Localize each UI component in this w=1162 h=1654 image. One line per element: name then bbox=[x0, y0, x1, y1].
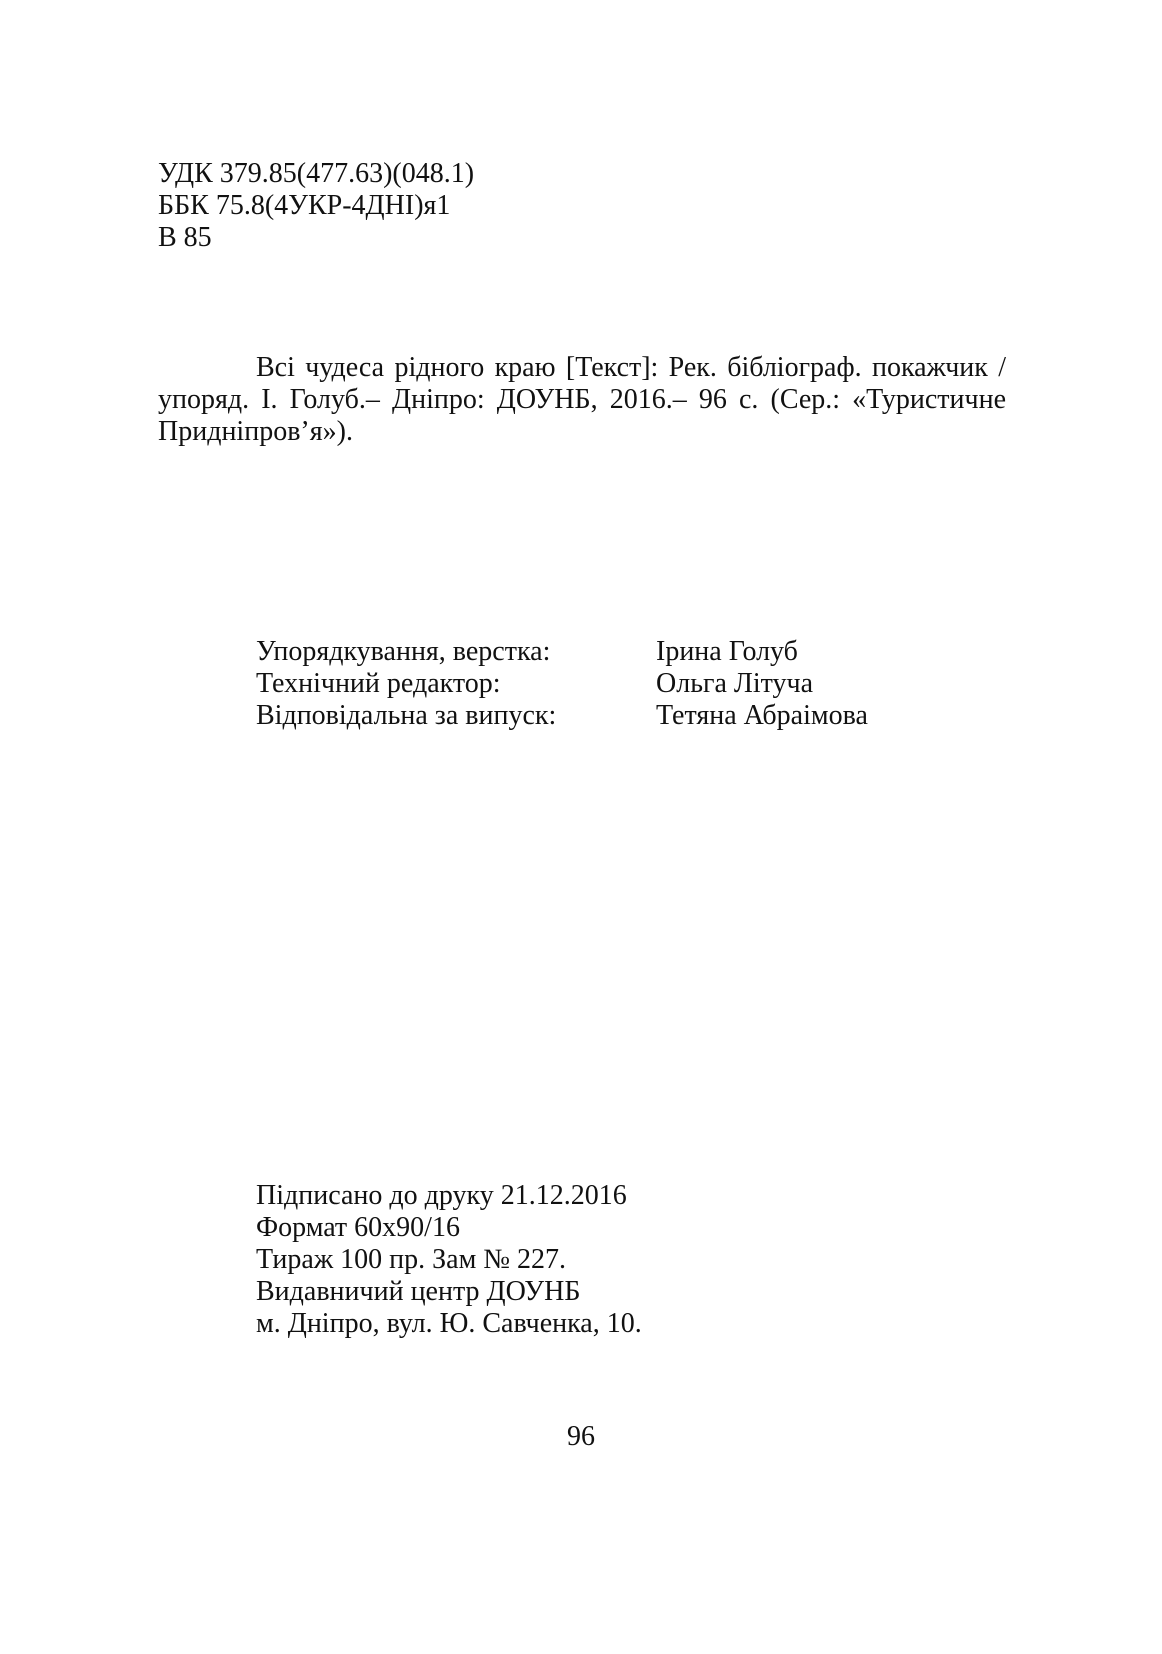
imprint-block bbox=[256, 1180, 642, 1340]
bibliographic-citation bbox=[158, 352, 1006, 448]
credit-name: Ірина Голуб bbox=[656, 636, 798, 667]
signed-to-print: Підписано до друку 21.12.2016 bbox=[256, 1180, 627, 1211]
credit-row bbox=[256, 636, 868, 668]
udc-code: УДК 379.85(477.63)(048.1) bbox=[158, 158, 475, 189]
page-number: 96 bbox=[567, 1421, 595, 1452]
credits-list bbox=[256, 636, 868, 732]
credit-row bbox=[256, 668, 868, 700]
publisher-address: м. Дніпро, вул. Ю. Савченка, 10. bbox=[256, 1308, 642, 1339]
credit-role: Упорядкування, верстка: bbox=[256, 636, 551, 667]
print-run: Тираж 100 пр. Зам № 227. bbox=[256, 1244, 567, 1275]
classification-codes bbox=[158, 158, 474, 254]
credit-role: Відповідальна за випуск: bbox=[256, 700, 557, 731]
citation-text: Всі чудеса рідного краю [Текст]: Рек. бібліограф. покажчик / упоряд. І. Голуб.– Дніпро: ДОУНБ, 2016.– 96 с. (Сер.: «Туристичне Придніпров’я»). bbox=[158, 352, 1006, 447]
paper-format: Формат 60х90/16 bbox=[256, 1212, 460, 1243]
credit-name: Тетяна Абраімова bbox=[656, 700, 868, 731]
credit-row bbox=[256, 700, 868, 732]
author-mark: В 85 bbox=[158, 222, 212, 253]
credit-role: Технічний редактор: bbox=[256, 668, 501, 699]
lbc-code: ББК 75.8(4УКР-4ДНІ)я1 bbox=[158, 190, 451, 221]
credit-name: Ольга Літуча bbox=[656, 668, 814, 699]
publisher: Видавничий центр ДОУНБ bbox=[256, 1276, 581, 1307]
